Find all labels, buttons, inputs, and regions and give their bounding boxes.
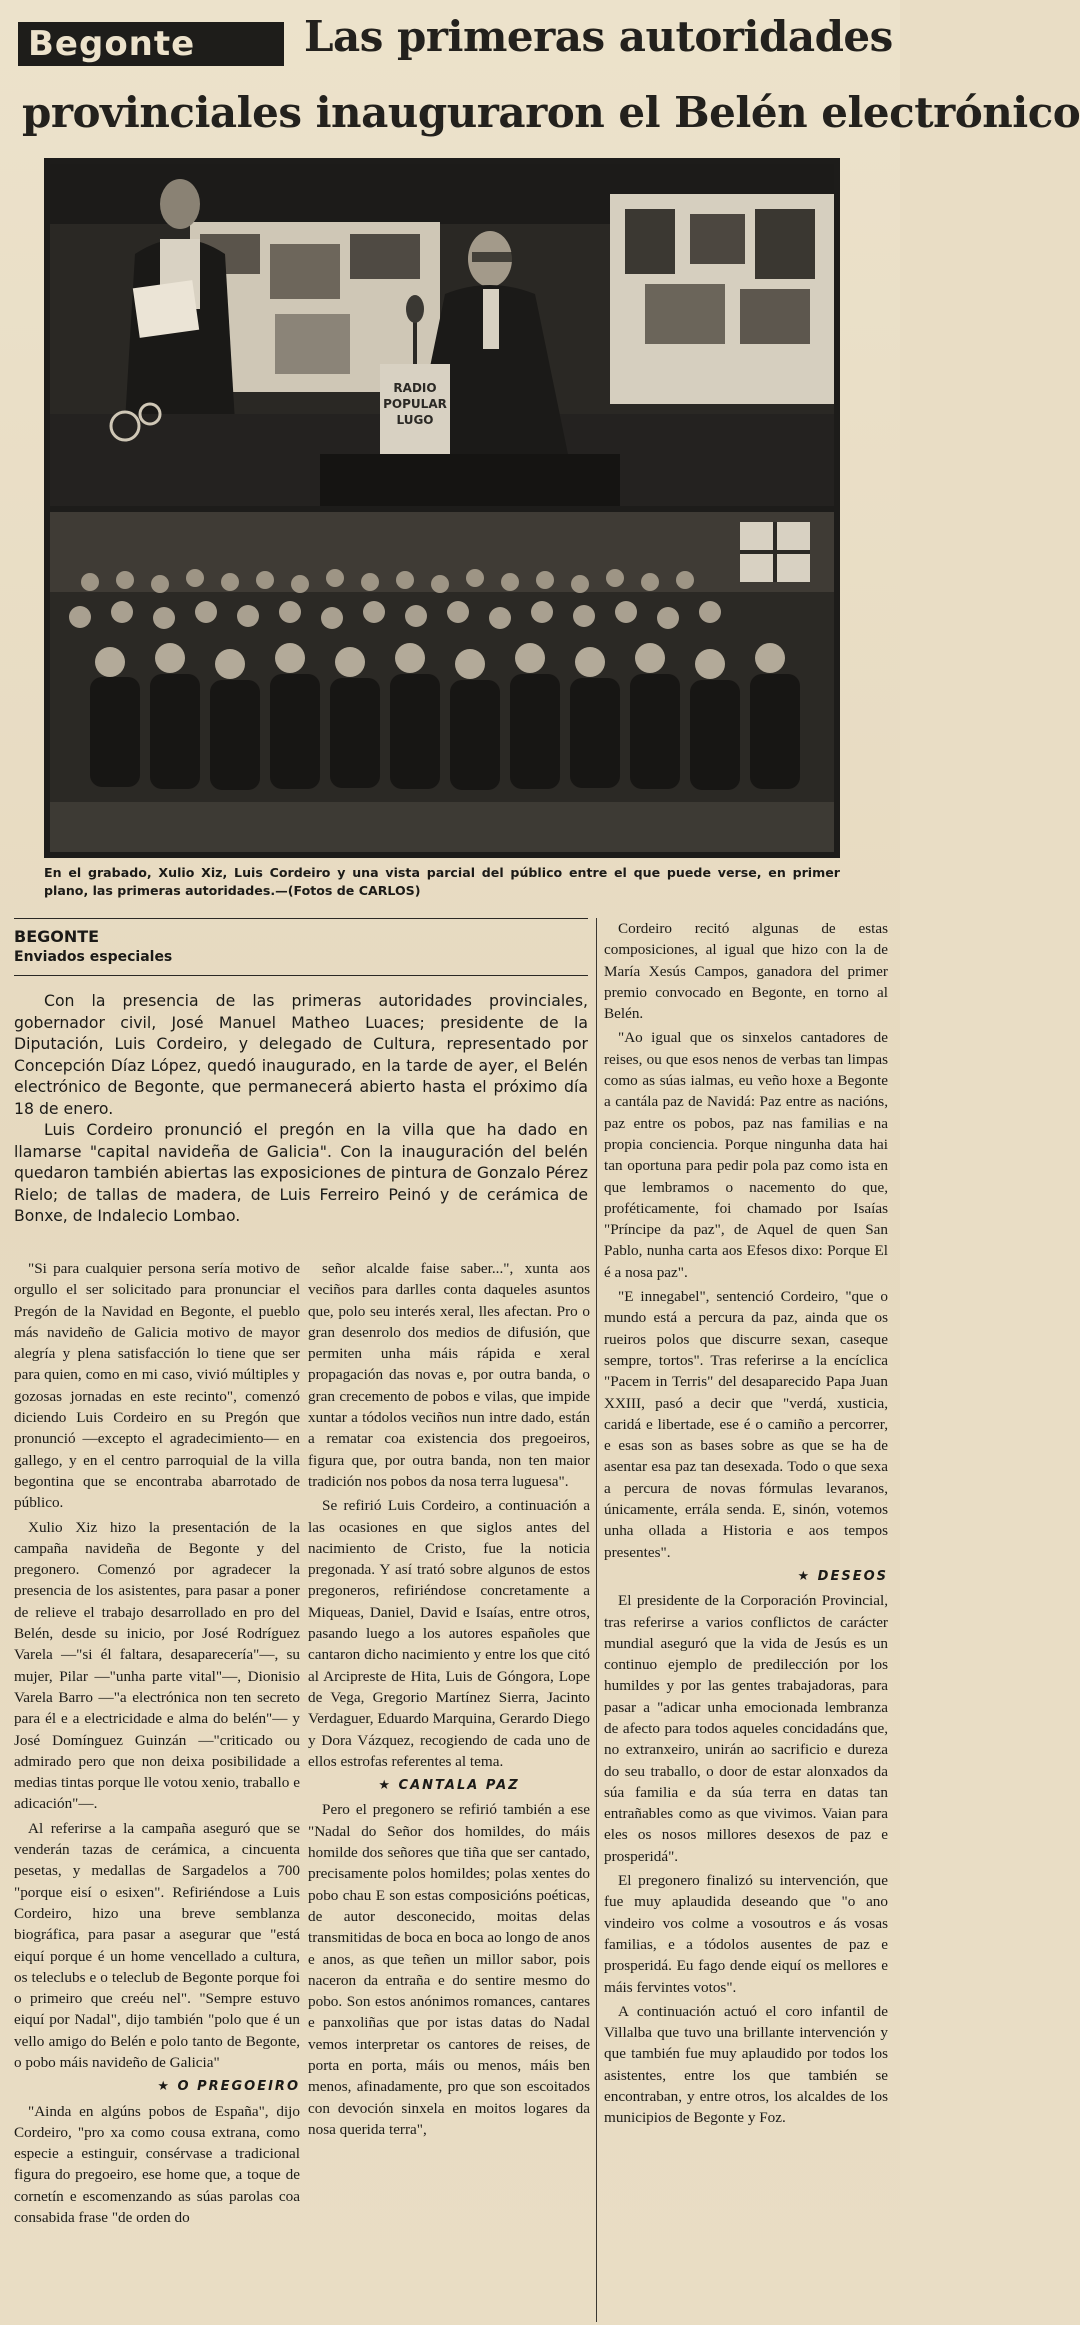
- dateline: BEGONTE: [14, 927, 100, 946]
- body-paragraph: A continuación actuó el coro infantil de Villalba que tuvo una brillante intervención y que también fue muy aplaudido por todos los asistentes, entre los que también se encontraban, y entre otros, los alcaldes de los municipios de Begonte y Foz.: [604, 2002, 888, 2127]
- photo-audience: [50, 512, 834, 852]
- section-tag: Begonte: [18, 22, 284, 66]
- photo-frame: [44, 158, 840, 858]
- photo-caption-text: En el grabado, Xulio Xiz, Luis Cordeiro y una vista parcial del público entre el que puede verse, en primer plano, las primeras autoridades.—(Fotos de CARLOS): [44, 865, 840, 898]
- subhead-pregoeiro-text: O PREGOEIRO: [177, 2079, 300, 2095]
- body-paragraph: Al referirse a la campaña aseguró que se venderán tazas de cerámica, a cincuenta pesetas, y medallas de Sargadelos a 700 "porque eisí o esixen". Refiriéndose a Luis Cordeiro, hizo una breve semblanza biográfica, para pasar a asegurar que "está eiquí porque é un home vencellado a cultura, os teleclubs e o teleclub de Begonte porque foi o primeiro que creéu nel". "Sempre estuvo eiquí por Nadal", dijo también "polo que é un vello amigo do Belén e polo tanto de Begonte, o pobo máis navideño de Galicia": [14, 1819, 300, 2071]
- subhead-deseos-text: DESEOS: [817, 1568, 888, 1584]
- column-left: [14, 1258, 300, 2228]
- body-paragraph: Se refirió Luis Cordeiro, a continuación a las ocasiones en que siglos antes del nacimiento de Cristo, fue la noticia pregonada. Y así trató sobre algunos de estos pregoneros, refiriéndose concretamente a Miqueas, Daniel, David e Isaías, entre otros, pasando luego a los autores españoles que cantaron dicho nacimiento y entre los que citó al Arcipreste de Hita, Luis de Góngora, Lope de Vega, Gregorio Martínez Sierra, Jacinto Verdaguer, Eduardo Marquina, Gerardo Diego y Dora Vázquez, recogiendo de cada uno de ellos estrofas referentes al tema.: [308, 1497, 590, 1770]
- subhead-pregoeiro: ★ O PREGOEIRO: [157, 2079, 300, 2095]
- column-divider: [596, 918, 597, 2322]
- body-paragraph: El pregonero finalizó su intervención, que fue muy aplaudida deseando que "o ano vindeiro vos colme a vosoutros e ás vosas familias, e a tódolos ausentes de paz e prosperidá. Eu fago dende eiquí os mellores e máis fervintes votos".: [604, 1872, 888, 1996]
- photo-audience-image: [50, 512, 834, 852]
- microphone-sign-text: POPULAR: [383, 397, 447, 411]
- headline-line-1: Las primeras autoridades: [304, 12, 893, 61]
- top-rule: [14, 918, 588, 919]
- body-paragraph: "Ainda en algúns pobos de España", dijo Cordeiro, "pro xa como cousa extrana, como especie a estinguir, consérvase a tradicional figura do pregoeiro, ese home que, a toque de cornetín e escomenzando as súas parolas coa consabida frase "de orden do: [14, 2102, 300, 2227]
- body-paragraph: "Ao igual que os sinxelos cantadores de reises, ou que esos nenos de verbas tan limpas como as súas ialmas, eu veño hoxe a Begonte a cantála paz de Navidá: Paz entre as nacións, paz entre os pobos, paz nas familias e na propia conciencia. Porque ningunha data hai tan oportuna para pedir pola paz como ista en que lembramos o nacemento do que, proféticamente, foi chamado por Isaías "Príncipe da paz", de Aquel de quen San Pablo, nunha carta aos Efesos dixo: Porque El é a nosa paz".: [604, 1029, 888, 1281]
- headline-line-2: provinciales inauguraron el Belén electrónico: [22, 88, 1080, 137]
- column-middle: [308, 1258, 590, 2140]
- microphone-sign-text: RADIO: [393, 381, 437, 395]
- body-paragraph: El presidente de la Corporación Provincial, tras referirse a varios conflictos de carácter mundial aseguró que la vida de Jesús es un continuo ejemplo de predilección por los humildes y por las gentes trabajadoras, para pasar a "adicar unha emocionada lembranza de afecto para todos aqueles concidadáns que, no extranxeiro, unirán ao sacrificio e dureza do seu traballo, o door de estar alonxados da súa familia e da súa terra en datas tan entrañables como as que vivimos. Vaian para eles os nosos millores desexos de paz e prosperidá".: [604, 1592, 888, 1865]
- body-paragraph: Cordeiro recitó algunas de estas composiciones, al igual que hizo con la de María Xesús Campos, ganadora del primer premio convocado en Begonte, en torno al Belén.: [604, 920, 888, 1023]
- subhead-deseos: ★ DESEOS: [797, 1568, 888, 1584]
- body-paragraph: "Si para cualquier persona sería motivo de orgullo el ser solicitado para pronunciar el Pregón de la Navidad en Begonte, el pueblo más navideño de Galicia motivo de mayor alegría y plena satisfacción lo tiene que ser para quien, como en mi caso, vivió múltiples y gozosas jornadas en este recinto", comenzó diciendo Luis Cordeiro en su Pregón que pronunció —excepto el agradecimiento— en gallego, y en el centro parroquial de la villa begontina que se encontraba abarrotado de público.: [14, 1260, 300, 1512]
- column-right: [604, 918, 888, 2129]
- photo-caption: [44, 864, 840, 900]
- microphone-sign-text: LUGO: [396, 413, 434, 427]
- body-paragraph: Pero el pregonero se refirió también a ese "Nadal do Señor dos homildes, do máis homilde dos señores que tiña que ser cantado, precisamente polos homildes; polas xentes do pobo chau E son estas composicións poéticas, de autor desconecido, moitas delas transmitidas de boca en boca ao longo de anos e anos, as que teñen un millor sabor, pois naceron da entraña e do sentire mesmo do pobo. Son estos anónimos romances, cantares e panxoliñas que por istas datas do Nadal vemos interpretar os cantores de reises, de porta en porta, máis ou menos, máis ben menos, afinadamente, pro que son escoitados con devoción sinxela en moitos logares da nosa querida terra",: [308, 1801, 590, 2138]
- body-paragraph: "E innegabel", sentenció Cordeiro, "que o mundo está a percura da paz, ainda que os rueiros polos que discurre sexan, caseque sempre, tortos". Tras referirse a la encíclica "Pacem in Terris" del desaparecido Papa Juan XXIII, pasó a decir que "verdá, xusticia, caridá e libertade, ese é o camiño a percorrer, e esas son as bases sobre as que se ha de asentar esa paz tan desexada. Todo o que sexa a percura de novas fórmulas levaranos, únicamente, errála senda. E, sinón, votemos unha ollada a Historia e aos tempos presentes".: [604, 1288, 888, 1561]
- byline: Enviados especiales: [14, 947, 588, 976]
- photo-speakers-image: [50, 164, 834, 506]
- intro-paragraph: Con la presencia de las primeras autoridades provinciales, gobernador civil, José Manuel Matheo Luaces; presidente de la Diputación, Luis Cordeiro, y delegado de Cultura, representado por Concepción Díaz López, quedó inaugurado, en la tarde de ayer, el Belén electrónico de Begonte, que permanecerá abierto hasta el próximo día 18 de enero.: [14, 991, 588, 1118]
- subhead-cantala-paz-text: CANTALA PAZ: [398, 1778, 520, 1794]
- intro-paragraph: Luis Cordeiro pronunció el pregón en la villa que ha dado en llamarse "capital navideña de Galicia". Con la inauguración del belén quedaron también abiertas las exposiciones de pintura de Gonzalo Pérez Rielo; de tallas de madera, de Luis Ferreiro Peinó y de cerámica de Bonxe, de Indalecio Lombao.: [14, 1120, 588, 1225]
- article-header: [14, 6, 1080, 156]
- body-paragraph: señor alcalde faise saber...", xunta aos veciños para darlles conta daqueles asuntos que, polo seu interés xeral, lles afectan. Pro o gran desenrolo dos medios de difusión, que permiten unha máis rápida e xeral propagación das novas e, por outra banda, o gran crecemento de pobos e vilas, que impide xuntar a tódolos veciños nun intre dado, están a rematar coa existencia dos pregoeiros, figura que, por outra banda, non ten maior tradición nos pobos da nosa terra luguesa".: [308, 1260, 590, 1490]
- body-paragraph: Xulio Xiz hizo la presentación de la campaña navideña de Begonte y del pregonero. Comenzó por agradecer la presencia de los asistentes, para pasar a poner de relieve el trabajo desarrollado en pro del Belén, desde su inicio, por José Rodríguez Varela —"si él faltara, desaparecería"—, su mujer, Pilar —"unha parte vital"—, Dionisio Varela Barro —"a electrónica non ten secreto para él e a electricidade e alma do belén"— y José Domínguez Guinzán —"criticado ou admirado pero que non deixa posibilidade a medias tintas porque lle votou xenio, traballo e adicación"—.: [14, 1518, 300, 1813]
- article-intro: [14, 918, 588, 1227]
- photo-speakers: [50, 164, 834, 506]
- subhead-cantala-paz: ★ CANTALA PAZ: [378, 1778, 520, 1794]
